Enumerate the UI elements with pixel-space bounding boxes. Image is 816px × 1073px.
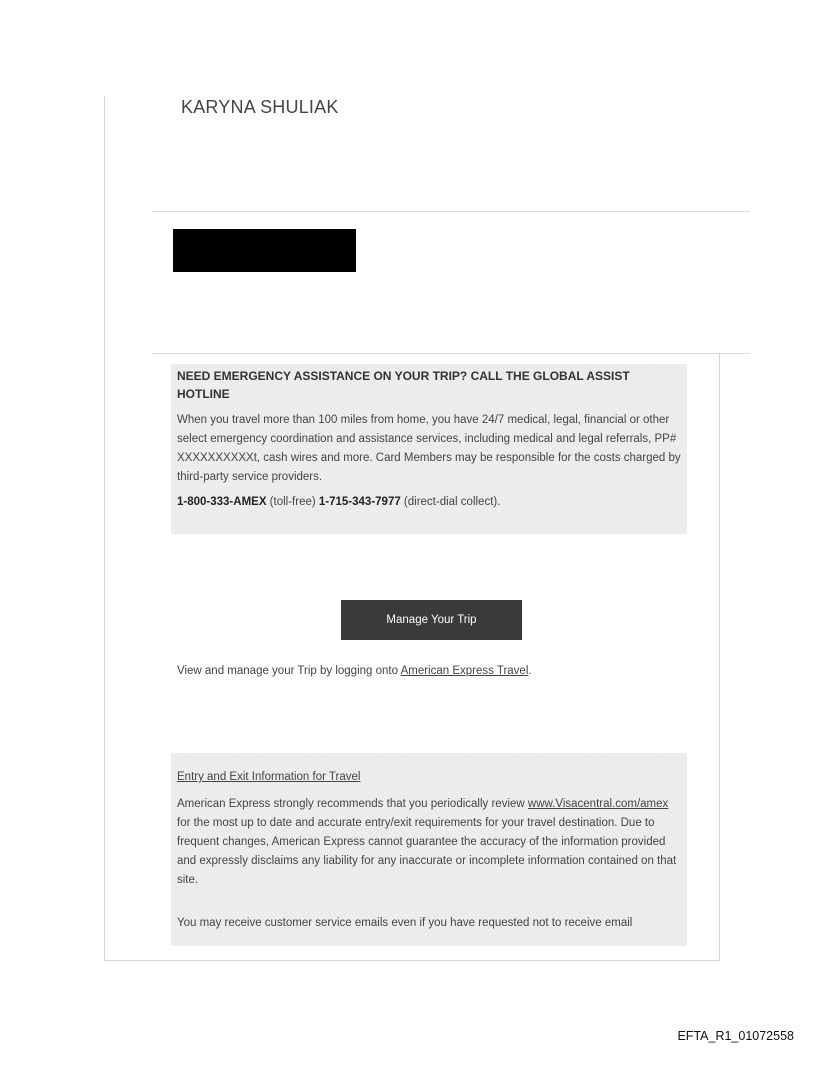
entry-exit-text-after: for the most up to date and accurate entry/exit requirements for your travel destination. Due to frequent changes, American Express cannot guarantee the accuracy of the information provided and expressly disclaims any liability for any inaccurate or incomplete information contained on that site. (177, 817, 677, 886)
manage-trip-text (177, 665, 532, 677)
customer-service-notice: You may receive customer service emails even if you have requested not to receive email (177, 917, 633, 929)
emergency-phone-line (177, 493, 681, 512)
emergency-assistance-panel (171, 364, 687, 534)
email-frame-left-border (104, 96, 105, 961)
tollfree-label: (toll-free) (266, 496, 319, 508)
tollfree-number: 1-800-333-AMEX (177, 496, 267, 508)
visacentral-link[interactable]: www.Visacentral.com/amex (527, 798, 669, 810)
entry-exit-panel (171, 753, 687, 946)
entry-exit-text-before: American Express strongly recommends that you periodically review (177, 798, 528, 810)
entry-exit-description (177, 795, 681, 890)
entry-exit-title-link[interactable]: Entry and Exit Information for Travel (177, 771, 361, 783)
manage-your-trip-button[interactable]: Manage Your Trip (341, 600, 522, 640)
manage-trip-text-after: . (528, 665, 532, 677)
collect-number: 1-715-343-7977 (318, 496, 401, 508)
redaction-box (173, 229, 356, 272)
collect-label: (direct-dial collect). (400, 496, 501, 508)
emergency-description: When you travel more than 100 miles from home, you have 24/7 medical, legal, financial or other select emergency coordination and assistance services, including medical and legal referrals, PP# XXXXXXXXXXt, cash wires and more. Card Members may be responsible for the costs charged by third-party service providers. (177, 414, 681, 483)
email-frame-bottom-border (104, 960, 720, 961)
document-id: EFTA_R1_01072558 (677, 1029, 794, 1043)
american-express-travel-link[interactable]: American Express Travel (400, 665, 529, 677)
recipient-name: KARYNA SHULIAK (181, 97, 339, 117)
manage-trip-text-before: View and manage your Trip by logging onto (177, 665, 401, 677)
emergency-heading: NEED EMERGENCY ASSISTANCE ON YOUR TRIP? CALL THE GLOBAL ASSIST HOTLINE (177, 369, 630, 401)
email-frame-right-border (719, 353, 720, 961)
section-divider (152, 353, 750, 354)
section-divider (152, 211, 750, 212)
